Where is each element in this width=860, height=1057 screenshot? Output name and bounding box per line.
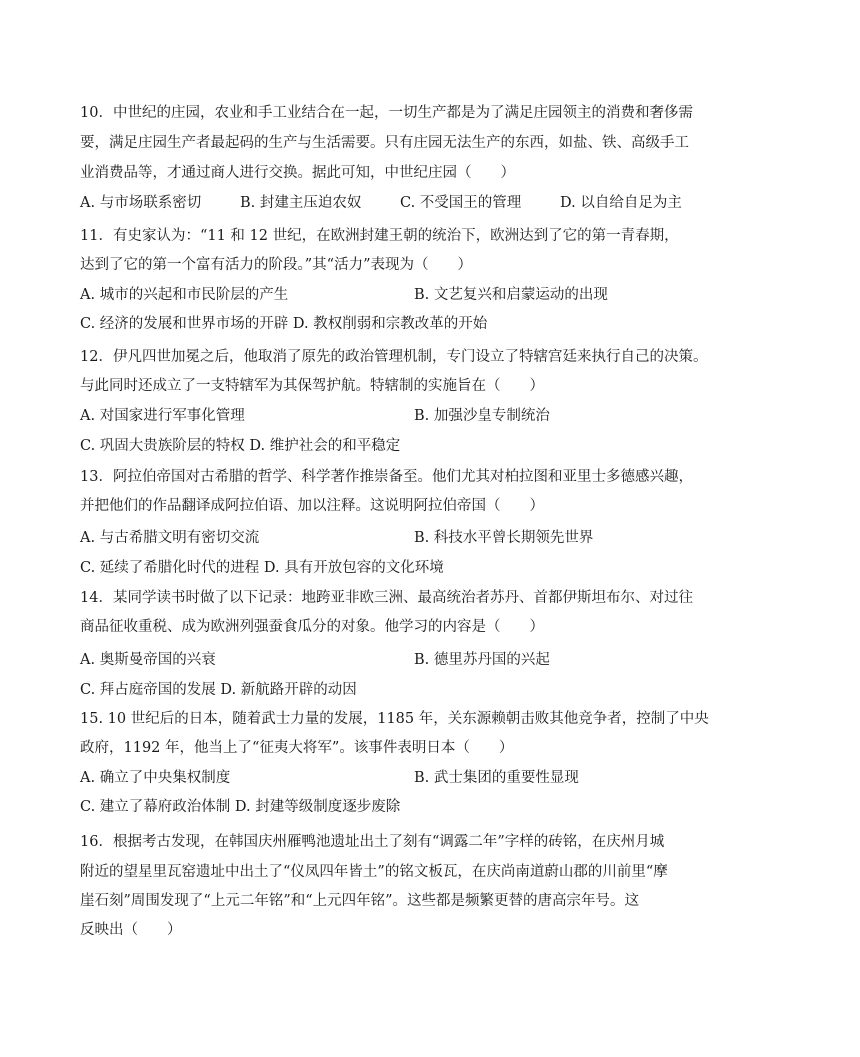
option-c-d: C. 延续了希腊化时代的进程 D. 具有开放包容的文化环境 [80,560,444,576]
option-b: B. 德里苏丹国的兴起 [414,652,550,668]
question-text-line: 业消费品等，才通过商人进行交换。据此可知，中世纪庄园（ ） [80,165,515,181]
option-a: A. 与古希腊文明有密切交流 [80,530,260,546]
option-c-d: C. 建立了幕府政治体制 D. 封建等级制度逐步废除 [80,799,401,815]
question-text-line: 崖石刻”周围发现了“上元二年铭”和“上元四年铭”。这些都是频繁更替的唐高宗年号。这 [80,893,640,909]
question-text-line: 12．伊凡四世加冕之后，他取消了原先的政治管理机制，专门设立了特辖宫廷来执行自己的决策。 [80,349,708,365]
question-text-line: 14．某同学读书时做了以下记录：地跨亚非欧三洲、最高统治者苏丹、首都伊斯坦布尔、对过往 [80,590,693,606]
question-text-line: 政府，1192 年，他当上了“征夷大将军”。该事件表明日本（ ） [80,740,514,756]
option-b: B. 封建主压迫农奴 [240,195,362,211]
option-d: D. 以自给自足为主 [560,195,682,211]
question-text-line: 13．阿拉伯帝国对古希腊的哲学、科学著作推崇备至。他们尤其对柏拉图和亚里士多德感兴趣， [80,469,693,485]
option-a: A. 对国家进行军事化管理 [80,408,245,424]
option-b: B. 科技水平曾长期领先世界 [414,530,594,546]
option-a: A. 城市的兴起和市民阶层的产生 [80,287,289,303]
option-c-d: C. 拜占庭帝国的发展 D. 新航路开辟的动因 [80,682,357,698]
question-text-line: 达到了它的第一个富有活力的阶段。”其“活力”表现为（ ） [80,257,472,273]
question-text-line: 与此同时还成立了一支特辖军为其保驾护航。特辖制的实施旨在（ ） [80,378,544,394]
option-c-d: C. 巩固大贵族阶层的特权 D. 维护社会的和平稳定 [80,438,401,454]
question-text-line: 15. 10 世纪后的日本，随着武士力量的发展，1185 年，关东源赖朝击败其他竞争者，控制了中央 [80,711,709,727]
option-c-d: C. 经济的发展和世界市场的开辟 D. 教权削弱和宗教改革的开始 [80,316,488,332]
question-text-line: 反映出（ ） [80,922,182,938]
question-text-line: 16．根据考古发现，在韩国庆州雁鸭池遗址出土了刻有“调露二年”字样的砖铭，在庆州月城 [80,834,665,850]
question-text-line: 要，满足庄园生产者最起码的生产与生活需要。只有庄园无法生产的东西，如盐、铁、高级手工 [80,135,689,151]
option-a: A. 确立了中央集权制度 [80,770,231,786]
option-b: B. 文艺复兴和启蒙运动的出现 [414,287,608,303]
option-b: B. 武士集团的重要性显现 [414,770,579,786]
question-text-line: 商品征收重税、成为欧洲列强蚕食瓜分的对象。他学习的内容是（ ） [80,619,544,635]
option-b: B. 加强沙皇专制统治 [414,408,550,424]
option-a: A. 奥斯曼帝国的兴衰 [80,652,216,668]
option-c: C. 不受国王的管理 [400,195,522,211]
question-text-line: 并把他们的作品翻译成阿拉伯语、加以注释。这说明阿拉伯帝国（ ） [80,498,544,514]
question-text-line: 10．中世纪的庄园，农业和手工业结合在一起，一切生产都是为了满足庄园领主的消费和奢侈需 [80,105,693,121]
option-a: A. 与市场联系密切 [80,195,202,211]
question-text-line: 11．有史家认为：“11 和 12 世纪，在欧洲封建王朝的统治下，欧洲达到了它的第一青春期， [80,228,679,244]
question-text-line: 附近的望星里瓦窑遗址中出土了“仪凤四年皆土”的铭文板瓦，在庆尚南道蔚山郡的川前里“摩 [80,864,668,880]
